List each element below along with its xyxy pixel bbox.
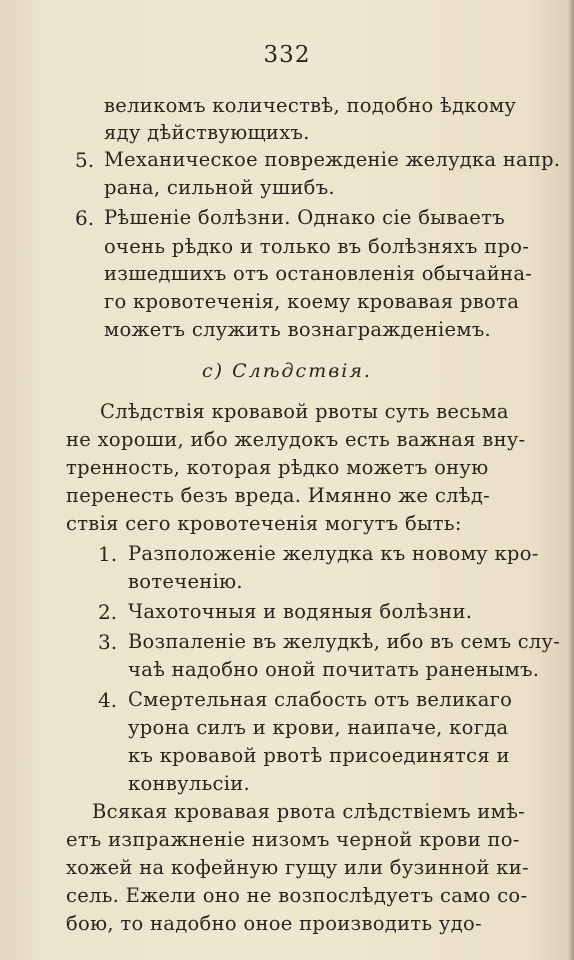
list-number: 6. (75, 206, 95, 230)
text-line: хожей на кофейную гущу или бузинной ки- (66, 856, 529, 879)
text-line: вотеченію. (128, 570, 243, 593)
text-line: Всякая кровавая рвота слѣдствіемъ имѣ- (92, 800, 526, 823)
text-line: Возпаленіе въ желудкѣ, ибо въ семъ слу- (128, 630, 561, 653)
text-line: изшедшихъ отъ остановленія обычайна- (104, 262, 533, 285)
text-line: Разположеніе желудка къ новому кро- (128, 542, 539, 565)
text-line: Механическое поврежденіе желудка напр. (104, 148, 561, 171)
text-line: сель. Ежели оно не возпослѣдуетъ само со- (66, 884, 528, 907)
list-number: 2. (98, 600, 118, 624)
text-line: перенесть безъ вреда. Имянно же слѣд- (66, 484, 491, 507)
list-number: 3. (98, 630, 118, 654)
text-line: чаѣ надобно оной почитать раненымъ. (128, 658, 540, 681)
text-line: яду дѣйствующихъ. (104, 121, 310, 144)
text-line: урона силъ и крови, наипаче, когда (128, 716, 509, 739)
page-edge-shadow (568, 0, 574, 960)
text-line: бою, то надобно оное производить удо- (66, 912, 482, 935)
text-line: етъ изпражненіе низомъ черной крови по- (66, 828, 520, 851)
page-number: 332 (263, 42, 311, 68)
text-line: Чахоточныя и водяныя болѣзни. (128, 600, 473, 623)
list-number: 5. (75, 148, 95, 172)
text-line: великомъ количествѣ, подобно ѣдкому (104, 94, 517, 117)
text-line: можетъ служить вознагражденіемъ. (104, 318, 492, 341)
list-number: 1. (98, 542, 118, 566)
text-line: Рѣшеніе болѣзни. Однако сіе бываетъ (104, 206, 505, 229)
text-line: ствія сего кровотеченія могутъ быть: (66, 512, 462, 535)
text-line: Смертельная слабость отъ великаго (128, 688, 513, 711)
list-number: 4. (98, 688, 118, 712)
text-line: конвульсіи. (128, 772, 251, 795)
text-line: очень рѣдко и только въ болѣзняхъ про- (104, 235, 530, 258)
text-line: не хороши, ибо желудокъ есть важная вну- (66, 428, 526, 451)
text-line: рана, сильной ушибъ. (104, 176, 335, 199)
text-line: го кровотеченія, коему кровавая рвота (104, 290, 520, 313)
text-line: тренность, которая рѣдко можетъ оную (66, 456, 489, 479)
text-line: Слѣдствія кровавой рвоты суть весьма (100, 400, 509, 423)
text-line: къ кровавой рвотѣ присоединятся и (128, 744, 510, 767)
section-heading: c) Слѣдствія. (202, 360, 372, 382)
